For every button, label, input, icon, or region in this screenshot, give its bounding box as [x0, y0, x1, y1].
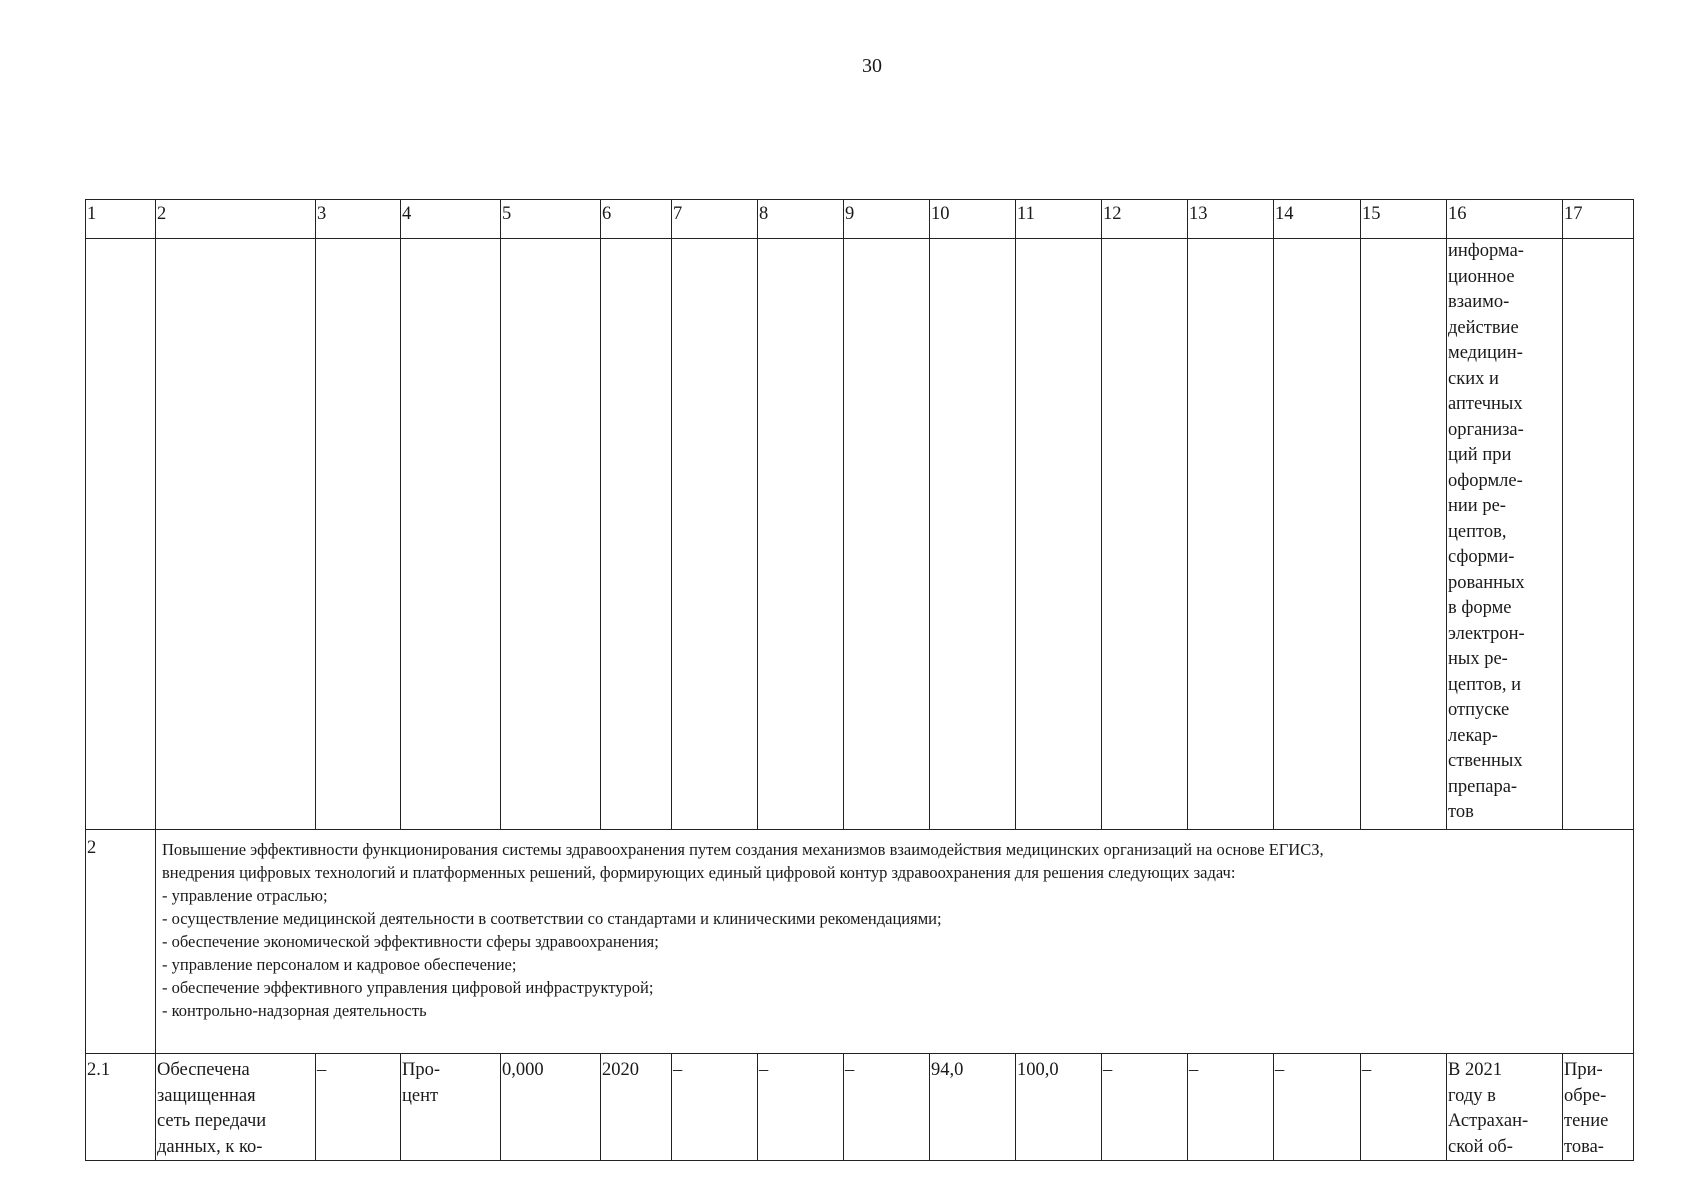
table-cell [844, 239, 930, 830]
table-cell [156, 239, 316, 830]
text-line: в форме [1448, 598, 1512, 618]
table-header-row [86, 200, 1634, 239]
header-cell: 11 [1016, 200, 1102, 239]
table-cell: 0,000 [501, 1054, 601, 1161]
text-line: медицин- [1448, 343, 1523, 363]
table-cell [601, 239, 672, 830]
text-line: нии ре- [1448, 496, 1506, 516]
table-cell: 100,0 [1016, 1054, 1102, 1161]
text-line: цент [402, 1085, 439, 1106]
text-line: Обеспечена [157, 1060, 250, 1080]
table-cell: 94,0 [930, 1054, 1016, 1161]
text-line: сформи- [1448, 547, 1515, 567]
table-cell [1102, 239, 1188, 830]
goal-line: - управление отраслью; [162, 886, 328, 905]
text-line: цептов, [1448, 521, 1507, 542]
table-cell: – [1274, 1054, 1361, 1161]
text-line: действие [1448, 317, 1519, 338]
header-cell: 13 [1188, 200, 1274, 239]
header-cell: 16 [1447, 200, 1563, 239]
cell-col16-continuation [1447, 239, 1563, 830]
text-line: ственных [1448, 751, 1523, 771]
table-cell [1274, 239, 1361, 830]
text-line: обре- [1564, 1085, 1607, 1106]
header-cell: 7 [672, 200, 758, 239]
goal-line: внедрения цифровых технологий и платформенных решений, формирующих единый цифровой контур здравоохранения для решения следующих задач: [162, 863, 1236, 882]
text-line: электрон- [1448, 623, 1525, 644]
text-line: ций при [1448, 445, 1512, 465]
table-cell [1563, 1054, 1634, 1161]
text-line: Про- [402, 1060, 441, 1080]
header-cell: 10 [930, 200, 1016, 239]
table-cell: – [758, 1054, 844, 1161]
goal-line: - управление персоналом и кадровое обеспечение; [162, 955, 517, 974]
text-line: това- [1564, 1136, 1604, 1157]
table-row-continuation [86, 239, 1634, 830]
text-line: взаимо- [1448, 292, 1510, 312]
header-cell: 8 [758, 200, 844, 239]
text-line: защищенная [157, 1085, 256, 1106]
table-cell: – [672, 1054, 758, 1161]
header-cell: 4 [401, 200, 501, 239]
text-line: ских и [1448, 368, 1499, 389]
table-cell [930, 239, 1016, 830]
text-line: В 2021 [1448, 1060, 1502, 1080]
table-row-goal-2 [86, 830, 1634, 1054]
table-cell [1563, 239, 1634, 830]
text-line: тов [1448, 802, 1474, 822]
goal-line: - обеспечение эффективного управления цифровой инфраструктурой; [162, 978, 654, 997]
row-number-cell: 2.1 [86, 1054, 156, 1161]
goal-line: - обеспечение экономической эффективности сферы здравоохранения; [162, 932, 659, 951]
table-cell [401, 239, 501, 830]
header-cell: 17 [1563, 200, 1634, 239]
header-cell: 9 [844, 200, 930, 239]
text-line: Астрахан- [1448, 1111, 1529, 1131]
table-row-2-1 [86, 1054, 1634, 1161]
text-line: сеть передачи [157, 1111, 267, 1131]
header-cell: 14 [1274, 200, 1361, 239]
table-cell: – [844, 1054, 930, 1161]
table-cell [501, 239, 601, 830]
header-cell: 1 [86, 200, 156, 239]
table-cell: – [1361, 1054, 1447, 1161]
table-cell [1447, 1054, 1563, 1161]
header-cell: 2 [156, 200, 316, 239]
text-line: аптечных [1448, 394, 1523, 414]
table-cell [1361, 239, 1447, 830]
table-cell [672, 239, 758, 830]
text-line: информа- [1448, 241, 1524, 261]
text-line: данных, к ко- [157, 1136, 263, 1157]
goal-line: - контрольно-надзорная деятельность [162, 1001, 427, 1020]
goal-description-cell [156, 830, 1634, 1054]
table-cell [1016, 239, 1102, 830]
text-line: препара- [1448, 776, 1518, 797]
header-cell: 12 [1102, 200, 1188, 239]
header-cell: 15 [1361, 200, 1447, 239]
table-cell: – [316, 1054, 401, 1161]
table-cell: – [1102, 1054, 1188, 1161]
goal-line: Повышение эффективности функционирования системы здравоохранения путем создания механизмов взаимодействия медицинских организаций на основе ЕГИСЗ, [162, 840, 1324, 859]
table-cell: – [1188, 1054, 1274, 1161]
header-cell: 5 [501, 200, 601, 239]
text-line: лекар- [1448, 725, 1498, 746]
table-cell [86, 239, 156, 830]
page-number: 30 [862, 55, 882, 77]
text-line: ционное [1448, 266, 1515, 287]
table-cell: 2020 [601, 1054, 672, 1161]
goal-line: - осуществление медицинской деятельности в соответствии со стандартами и клиническими рекомендациями; [162, 909, 942, 928]
text-line: ской об- [1448, 1136, 1513, 1157]
text-line: цептов, и [1448, 674, 1521, 695]
text-line: году в [1448, 1085, 1496, 1106]
indicators-table [85, 199, 1634, 1161]
text-line: тение [1564, 1111, 1609, 1131]
text-line: отпуске [1448, 700, 1510, 720]
table-cell [316, 239, 401, 830]
row-number-cell: 2 [86, 830, 156, 1054]
text-line: При- [1564, 1060, 1603, 1080]
header-cell: 6 [601, 200, 672, 239]
text-line: оформле- [1448, 470, 1523, 491]
text-line: рованных [1448, 572, 1525, 593]
table-cell [758, 239, 844, 830]
unit-cell [401, 1054, 501, 1161]
text-line: ных ре- [1448, 649, 1508, 669]
header-cell: 3 [316, 200, 401, 239]
table-cell [1188, 239, 1274, 830]
indicator-name-cell [156, 1054, 316, 1161]
text-line: организа- [1448, 419, 1524, 440]
